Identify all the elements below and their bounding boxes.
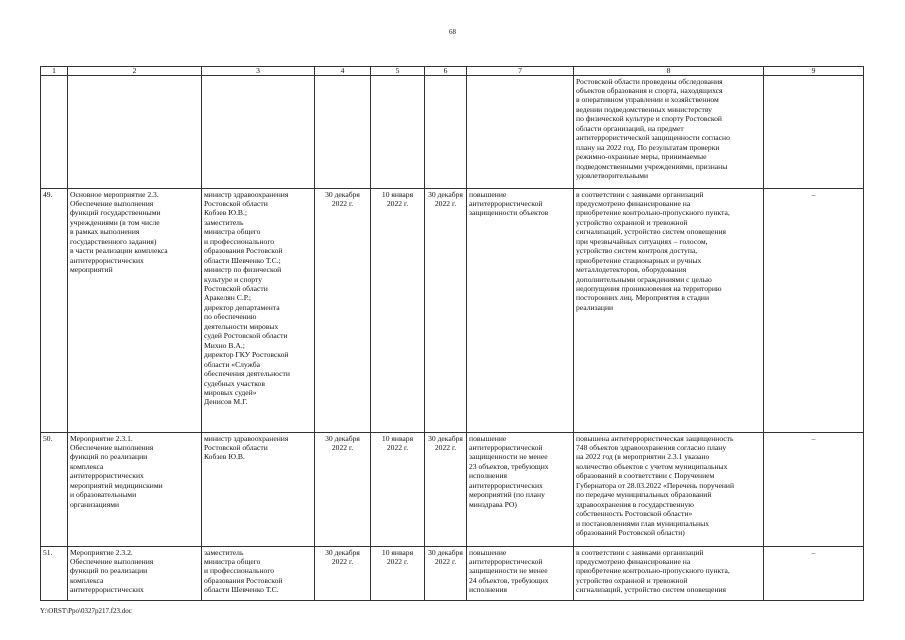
status-cell: повышена антитеррористическая защищенность 748 объектов здравоохранения согласно плану на 2022 год (в мероприятии 2.3.1 указано количество объектов с учетом муниципальных образований в соответствии с Поручением Губернатора от 28.03.2022 «Перечень поручений по передаче муниципальных образований здравоохранения в государственную собственность Ростовской области» и постановлениями глав муниципальных образований Ростовской области)	[574, 433, 764, 547]
continuation-row	[41, 76, 864, 189]
header-cell: 4	[315, 67, 371, 76]
table-cell	[315, 76, 371, 189]
plan-end-date: 30 декабря 2022 г.	[315, 547, 371, 601]
expected-result: повышение антитеррористической защищенности объектов	[467, 189, 574, 433]
note-cell: –	[764, 433, 864, 547]
activity-name: Основное мероприятие 2.3. Обеспечение выполнения функций государственными учреждениями (в том числе в рамках выполнения государственного задания) в части реализации комплекса антитеррористических мероприятий	[68, 189, 202, 433]
page-number: 68	[449, 28, 456, 36]
header-cell: 8	[574, 67, 764, 76]
end-date: 30 декабря 2022 г.	[425, 189, 467, 433]
expected-result: повышение антитеррористической защищенности не менее 24 объектов, требующих исполнения	[467, 547, 574, 601]
activity-name: Мероприятие 2.3.1. Обеспечение выполнения функций по реализации комплекса антитеррористических мероприятий медицинскими и образовательными организациями	[68, 433, 202, 547]
expected-result: повышение антитеррористической защищенности не менее 23 объектов, требующих исполнения антитеррористических мероприятий (по плану минздрава РО)	[467, 433, 574, 547]
report-table	[40, 66, 864, 601]
table-cell	[371, 76, 425, 189]
file-path-footer: Y:\ORST\Ppo\0327p217.f23.doc	[40, 607, 132, 615]
plan-end-date: 30 декабря 2022 г.	[315, 189, 371, 433]
end-date: 30 декабря 2022 г.	[425, 547, 467, 601]
header-cell: 7	[467, 67, 574, 76]
row-number: 50.	[41, 433, 68, 547]
header-cell: 9	[764, 67, 864, 76]
start-date: 10 января 2022 г.	[371, 433, 425, 547]
table-cell	[68, 76, 202, 189]
table-row	[41, 189, 864, 433]
table-cell	[202, 76, 315, 189]
header-cell: 5	[371, 67, 425, 76]
status-cell: Ростовской области проведены обследования объектов образования и спорта, находящихся в оперативном управлении и хозяйственном ведении подведомственных министерству по физической культуре и спорту Ростовской области организаций, на предмет антитеррористической защищенности согласно плану на 2022 год. По результатам проверки режимно-охранные меры, принимаемые подведомственными учреждениями, признаны удовлетворительными	[574, 76, 764, 189]
status-cell: в соответствии с заявками организаций предусмотрено финансирование на приобретение контрольно-пропускного пункта, устройство охранной и тревожной сигнализаций, устройство систем оповещения	[574, 547, 764, 601]
table-cell	[467, 76, 574, 189]
table-cell	[764, 76, 864, 189]
note-cell: –	[764, 547, 864, 601]
executor-cell: министр здравоохранения Ростовской области Кобзев Ю.В.; заместитель министра общего и профессионального образования Ростовской области Шевченко Т.С.; министр по физической культуре и спорту Ростовской области Аракелян С.Р.; директор департамента по обеспечению деятельности мировых судей Ростовской области Михно В.А.; директор ГКУ Ростовской области «Служба обеспечения деятельности судебных участков мировых судей» Денисов М.Г.	[202, 189, 315, 433]
header-row	[41, 67, 864, 76]
start-date: 10 января 2022 г.	[371, 547, 425, 601]
table-row	[41, 433, 864, 547]
end-date: 30 декабря 2022 г.	[425, 433, 467, 547]
executor-cell: министр здравоохранения Ростовской области Кобзев Ю.В.	[202, 433, 315, 547]
table-cell	[425, 76, 467, 189]
note-cell: –	[764, 189, 864, 433]
table-cell	[41, 76, 68, 189]
table-row	[41, 547, 864, 601]
start-date: 10 января 2022 г.	[371, 189, 425, 433]
header-cell: 1	[41, 67, 68, 76]
header-cell: 6	[425, 67, 467, 76]
header-cell: 3	[202, 67, 315, 76]
plan-end-date: 30 декабря 2022 г.	[315, 433, 371, 547]
header-cell: 2	[68, 67, 202, 76]
status-cell: в соответствии с заявками организаций предусмотрено финансирование на приобретение контрольно-пропускного пункта, устройство охранной и тревожной сигнализаций, устройство систем оповещения при чрезвычайных ситуациях – голосом, устройство систем контроля доступа, приобретение стационарных и ручных металлодетекторов, оборудования дополнительными ограждениями с целью недопущения проникновения на территорию посторонних лиц. Мероприятия в стадии реализации	[574, 189, 764, 433]
activity-name: Мероприятие 2.3.2. Обеспечение выполнения функций по реализации комплекса антитеррористических	[68, 547, 202, 601]
row-number: 49.	[41, 189, 68, 433]
row-number: 51.	[41, 547, 68, 601]
executor-cell: заместитель министра общего и профессионального образования Ростовской области Шевченко Т.С.	[202, 547, 315, 601]
